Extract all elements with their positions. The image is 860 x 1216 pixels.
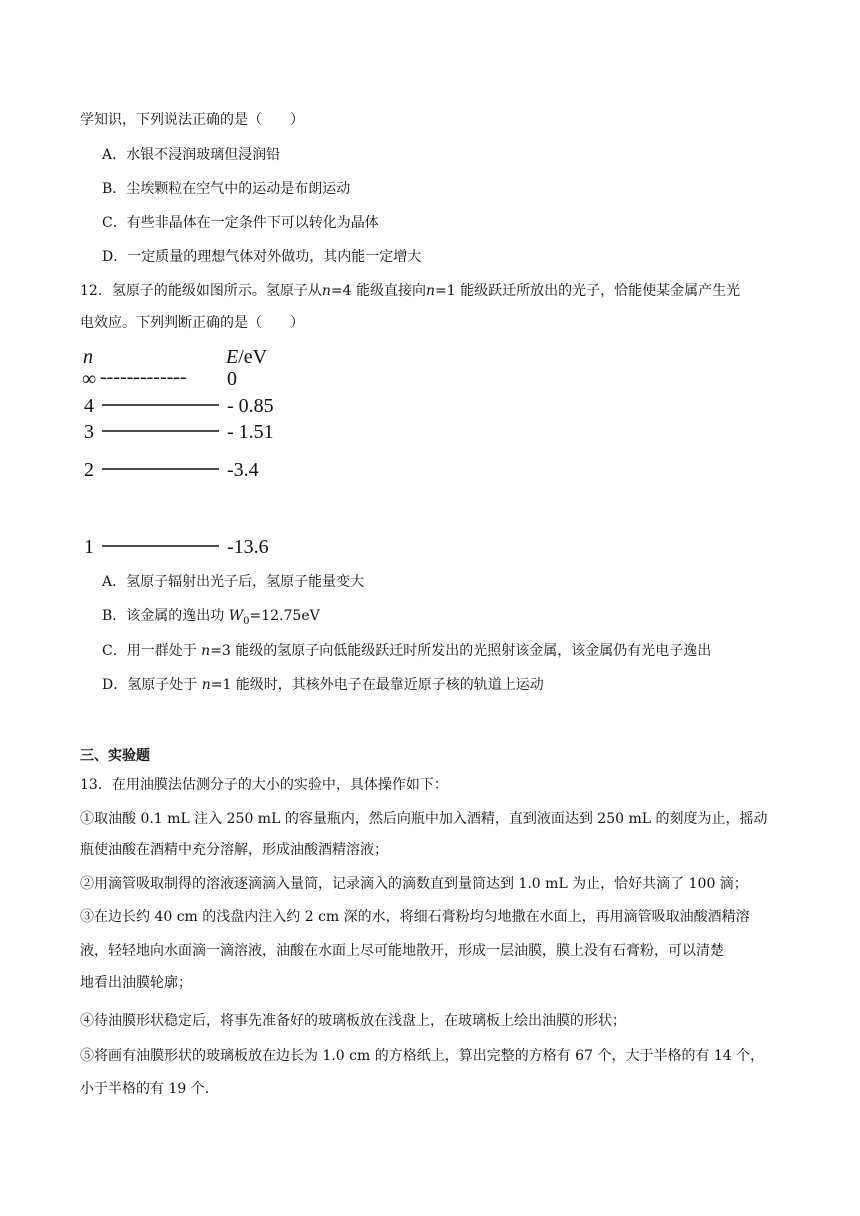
q11-option-b: B．尘埃颗粒在空气中的运动是布朗运动 <box>102 181 351 197</box>
level-e-infinity: 0 <box>227 368 237 390</box>
level-n-1: 1 <box>84 536 94 558</box>
section-heading: 三、实验题 <box>80 748 150 764</box>
q13-stem: 13．在用油膜法估测分子的大小的实验中，具体操作如下： <box>80 777 448 793</box>
q11-option-d: D．一定质量的理想气体对外做功，其内能一定增大 <box>102 249 422 265</box>
q12-option-c: C．用一群处于 n=3 能级的氢原子向低能级跃迁时所发出的光照射该金属，该金属仍有光电子逸出 <box>102 643 712 659</box>
level-n-4: 4 <box>84 395 94 417</box>
q11-option-a: A．水银不浸润玻璃但浸润铅 <box>102 147 281 163</box>
q13-step-line: ①取油酸 0.1 mL 注入 250 mL 的容量瓶内，然后向瓶中加入酒精，直到液面达到 250 mL 的刻度为止，摇动 <box>80 811 768 827</box>
q12-stem-line2: 电效应。下列判断正确的是（ ） <box>80 315 304 331</box>
level-infinity-dashes: ------------- <box>100 366 187 388</box>
q11-stem-tail: 学知识，下列说法正确的是（ ） <box>80 112 304 128</box>
q13-step-line: 小于半格的有 19 个. <box>80 1081 210 1097</box>
q12-stem-line1: 12．氢原子的能级如图所示。氢原子从n=4 能级直接向n=1 能级跃迁所放出的光子，恰能使某金属产生光 <box>80 283 741 299</box>
q12-option-a: A．氢原子辐射出光子后，氢原子能量变大 <box>102 574 365 590</box>
level-n-3: 3 <box>84 421 94 443</box>
level-e-4: - 0.85 <box>227 395 274 417</box>
level-e-1: -13.6 <box>227 536 269 558</box>
level-n-infinity: ∞ <box>82 368 97 390</box>
level-n-2: 2 <box>84 459 94 481</box>
q13-step-line: ④待油膜形状稳定后，将事先准备好的玻璃板放在浅盘上，在玻璃板上绘出油膜的形状； <box>80 1013 626 1029</box>
q13-step-line: ②用滴管吸取制得的溶液逐滴滴入量筒，记录滴入的滴数直到量筒达到 1.0 mL 为止，恰好共滴了 100 滴； <box>80 876 748 892</box>
q13-step-line: 地看出油膜轮廓； <box>80 975 192 991</box>
q13-step-line: ⑤将画有油膜形状的玻璃板放在边长为 1.0 cm 的方格纸上，算出完整的方格有 67 个，大于半格的有 14 个， <box>80 1048 765 1064</box>
q12-option-d: D．氢原子处于 n=1 能级时，其核外电子在最靠近原子核的轨道上运动 <box>102 677 544 693</box>
n-axis-label: n <box>83 346 93 368</box>
q13-step-line: ③在边长约 40 cm 的浅盘内注入约 2 cm 深的水，将细石膏粉均匀地撒在水面上，再用滴管吸取油酸酒精溶 <box>80 909 750 925</box>
energy-level-diagram <box>70 345 300 560</box>
q13-step-line: 液，轻轻地向水面滴一滴溶液，油酸在水面上尽可能地散开，形成一层油膜，膜上没有石膏粉，可以清楚 <box>80 943 724 959</box>
level-e-3: - 1.51 <box>227 421 274 443</box>
level-e-2: -3.4 <box>227 459 259 481</box>
energy-axis-label: E/eV <box>226 346 268 368</box>
q12-option-b: B．该金属的逸出功 $W_0=12.75eV$ <box>102 608 320 627</box>
q11-option-c: C．有些非晶体在一定条件下可以转化为晶体 <box>102 215 379 231</box>
q13-step-line: 瓶使油酸在酒精中充分溶解，形成油酸酒精溶液； <box>80 842 388 858</box>
